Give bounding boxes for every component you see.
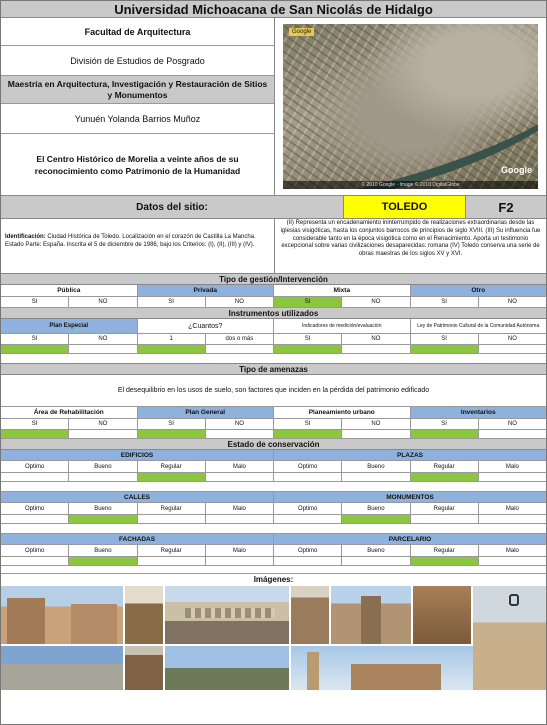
instrumentos-header: Ley de Patrimonio Cultural de la Comunidad Autónoma bbox=[417, 323, 540, 329]
estado-levels-row bbox=[1, 461, 546, 473]
instrumentos-header: Indicadores de medición/evaluación bbox=[274, 319, 411, 333]
gestion-options-row bbox=[1, 297, 546, 308]
identification-label: Identificación: bbox=[5, 234, 46, 240]
mark-cell bbox=[1, 557, 69, 565]
map-badge: Google bbox=[289, 28, 314, 36]
university-header: Universidad Michoacana de San Nicolás de Hidalgo bbox=[1, 1, 546, 18]
building-shape bbox=[7, 598, 45, 644]
level-cell: Regular bbox=[138, 545, 206, 556]
level-cell: Bueno bbox=[342, 461, 410, 472]
info-column bbox=[1, 18, 275, 195]
instrumentos-header-row bbox=[1, 319, 546, 334]
level-cell: Optimo bbox=[1, 503, 69, 514]
option-cell: SI bbox=[1, 419, 69, 429]
option-cell: NO bbox=[69, 334, 137, 344]
option-cell: SI bbox=[411, 297, 479, 307]
mark-cell bbox=[206, 345, 274, 353]
mark-cell bbox=[138, 557, 206, 565]
mark-cell bbox=[206, 557, 274, 565]
option-cell: NO bbox=[206, 297, 274, 307]
estado-marks-row bbox=[1, 557, 546, 566]
instrumentos-title: Instrumentos utilizados bbox=[1, 308, 546, 319]
mark-cell-selected bbox=[69, 515, 137, 523]
option-cell: NO bbox=[342, 297, 410, 307]
mark-cell-selected bbox=[138, 430, 206, 438]
photo-narrow-street bbox=[125, 586, 163, 644]
option-cell: NO bbox=[507, 336, 517, 342]
amenazas-header-row bbox=[1, 407, 546, 419]
satellite-image bbox=[283, 24, 538, 189]
mark-cell-selected bbox=[411, 430, 479, 438]
level-cell: Malo bbox=[206, 503, 274, 514]
mark-cell bbox=[342, 345, 410, 353]
level-cell: Optimo bbox=[1, 461, 69, 472]
spacer bbox=[1, 354, 546, 364]
gestion-header: Mixta bbox=[274, 285, 411, 296]
estado-group-header: CALLES bbox=[1, 492, 274, 502]
amenazas-header: Plan General bbox=[138, 407, 275, 418]
mark-cell bbox=[138, 515, 206, 523]
mark-cell bbox=[206, 515, 274, 523]
option-cell: NO bbox=[342, 419, 410, 429]
mark-cell bbox=[479, 473, 546, 481]
instrumentos-options-row bbox=[1, 334, 546, 345]
mark-cell bbox=[274, 473, 342, 481]
mark-cell bbox=[479, 430, 546, 438]
mark-cell bbox=[69, 473, 137, 481]
mark-cell bbox=[206, 473, 274, 481]
photo-street-plaza bbox=[1, 586, 123, 644]
mark-cell bbox=[274, 557, 342, 565]
thesis-title-cell: El Centro Histórico de Morelia a veinte años de su reconocimiento como Patrimonio de la Humanidad bbox=[34, 154, 241, 176]
amenazas-header: Planeamiento urbano bbox=[274, 407, 411, 418]
mark-cell bbox=[1, 473, 69, 481]
estado-group-header: PLAZAS bbox=[397, 451, 423, 459]
instrumentos-header: Plan Especial bbox=[1, 319, 138, 333]
option-cell: SI bbox=[411, 419, 479, 429]
option-cell: SI bbox=[138, 419, 206, 429]
site-data-label: Datos del sitio: bbox=[1, 196, 343, 218]
estado-group-row bbox=[1, 534, 546, 545]
top-section bbox=[1, 18, 546, 196]
photo-collage bbox=[1, 586, 546, 690]
mark-cell bbox=[342, 430, 410, 438]
facultad-cell: Facultad de Arquitectura bbox=[1, 18, 274, 46]
author-cell: Yunuén Yolanda Barrios Muñoz bbox=[1, 104, 274, 134]
estado-group-row bbox=[1, 492, 546, 503]
amenazas-text: El desequilibrio en los usos de suelo, son factores que inciden en la pérdida del patrimonio edificado bbox=[1, 375, 546, 407]
images-title: Imágenes: bbox=[253, 575, 294, 584]
mark-cell bbox=[206, 430, 274, 438]
option-cell: NO bbox=[69, 297, 137, 307]
option-cell: NO bbox=[206, 419, 274, 429]
option-cell: NO bbox=[69, 419, 137, 429]
mark-cell-selected bbox=[411, 473, 479, 481]
mark-cell bbox=[411, 515, 479, 523]
level-cell: Malo bbox=[206, 461, 274, 472]
mark-cell bbox=[274, 515, 342, 523]
building-shape bbox=[351, 664, 441, 690]
mark-cell-selected bbox=[342, 515, 410, 523]
option-cell-selected: SI bbox=[274, 297, 342, 307]
photo-cathedral bbox=[291, 646, 473, 690]
mark-cell bbox=[69, 345, 137, 353]
identification-row bbox=[1, 219, 546, 274]
mark-cell bbox=[342, 557, 410, 565]
mark-cell-selected bbox=[411, 345, 479, 353]
level-cell: Bueno bbox=[69, 545, 137, 556]
instrumentos-marks-row bbox=[1, 345, 546, 354]
spacer bbox=[1, 566, 546, 574]
level-cell: Regular bbox=[411, 461, 479, 472]
level-cell: Malo bbox=[206, 545, 274, 556]
lamp-icon bbox=[509, 594, 519, 606]
level-cell: Bueno bbox=[69, 461, 137, 472]
option-cell: SI bbox=[138, 297, 206, 307]
building-shape bbox=[71, 604, 117, 644]
option-cell: SI bbox=[274, 419, 342, 429]
google-logo: Google bbox=[501, 165, 532, 175]
option-cell: 1 bbox=[138, 334, 206, 344]
mark-cell-selected bbox=[1, 345, 69, 353]
mark-cell bbox=[479, 515, 546, 523]
level-cell: Bueno bbox=[69, 503, 137, 514]
identification-text bbox=[1, 219, 275, 273]
mark-cell-selected bbox=[138, 345, 206, 353]
option-cell: dos o más bbox=[206, 334, 274, 344]
mark-cell-selected bbox=[69, 557, 137, 565]
tower-shape bbox=[307, 652, 319, 690]
level-cell: Bueno bbox=[342, 503, 410, 514]
building-shape bbox=[361, 596, 381, 644]
spacer bbox=[1, 524, 546, 534]
amenazas-header: Inventarios bbox=[411, 407, 547, 418]
option-cell: SI bbox=[274, 334, 342, 344]
mark-cell bbox=[69, 430, 137, 438]
spacer bbox=[1, 482, 546, 492]
mark-cell bbox=[479, 557, 546, 565]
site-name: TOLEDO bbox=[343, 196, 466, 218]
estado-group-header: EDIFICIOS bbox=[1, 450, 274, 460]
mark-cell-selected bbox=[274, 345, 342, 353]
level-cell: Regular bbox=[411, 545, 479, 556]
estado-marks-row bbox=[1, 473, 546, 482]
photo-facade bbox=[291, 586, 329, 644]
level-cell: Malo bbox=[505, 547, 519, 554]
estado-levels-row bbox=[1, 545, 546, 557]
level-cell: Malo bbox=[505, 463, 519, 470]
aerial-map bbox=[275, 18, 546, 195]
level-cell: Optimo bbox=[274, 545, 342, 556]
instrumentos-header: ¿Cuantos? bbox=[138, 319, 275, 333]
amenazas-marks-row bbox=[1, 430, 546, 439]
level-cell: Regular bbox=[411, 503, 479, 514]
level-cell: Bueno bbox=[342, 545, 410, 556]
photo-stairs bbox=[165, 586, 289, 644]
level-cell: Regular bbox=[138, 503, 206, 514]
estado-group-header: PARCELARIO bbox=[388, 535, 432, 543]
photo-garden bbox=[165, 646, 289, 690]
amenazas-header: Área de Rehabilitación bbox=[1, 407, 138, 418]
level-cell: Optimo bbox=[1, 545, 69, 556]
mark-cell-selected bbox=[138, 473, 206, 481]
site-code: F2 bbox=[466, 196, 546, 218]
gestion-title: Tipo de gestión/Intervención bbox=[1, 274, 546, 285]
estado-group-row bbox=[1, 450, 546, 461]
maestria-cell: Maestría en Arquitectura, Investigación y Restauración de Sitios y Monumentos bbox=[1, 76, 274, 104]
estado-group-header: MONUMENTOS bbox=[386, 493, 434, 501]
criteria-text: (II) Representa un encadenamiento ininterrumpido de realizaciones extraordinarias desde las iglesias visigóticas, hasta los conjuntos barrocos de principios de siglo XVIII. (III) Su influencia fue considerable tanto en la época visigótica como en el Renacimiento. Aporta un testimonio excepcional sobre varias civilizaciones desaparecidas: romana (IV) Toledo conserva una serie de obras maestras de los siglos XV y XVI. bbox=[280, 220, 541, 258]
mark-cell bbox=[1, 515, 69, 523]
photo-lamp-street bbox=[473, 586, 547, 690]
photo-lane bbox=[125, 646, 163, 690]
mark-cell bbox=[342, 473, 410, 481]
stairs-shape bbox=[185, 608, 275, 618]
gestion-header: Privada bbox=[138, 285, 275, 296]
level-cell: Regular bbox=[138, 461, 206, 472]
identification-body: Ciudad Histórica de Toledo. Localización en el corazón de Castilla La Mancha. Estado Parte: España. Inscrita el 5 de diciembre de 1986, bajo los Criterios: (I), (II), (III) y (IV). bbox=[5, 234, 256, 248]
photo-alley bbox=[331, 586, 411, 644]
estado-marks-row bbox=[1, 515, 546, 524]
site-data-row bbox=[1, 196, 546, 219]
photo-square bbox=[1, 646, 123, 690]
gestion-header: Otro bbox=[411, 285, 547, 296]
amenazas-options-row bbox=[1, 419, 546, 430]
gestion-header: Pública bbox=[1, 285, 138, 296]
photo-balcony-street bbox=[413, 586, 471, 644]
mark-cell-selected bbox=[411, 557, 479, 565]
level-cell: Optimo bbox=[274, 503, 342, 514]
mark-cell-selected bbox=[1, 430, 69, 438]
estado-levels-row bbox=[1, 503, 546, 515]
gestion-header-row bbox=[1, 285, 546, 297]
estado-title: Estado de conservación bbox=[1, 439, 546, 450]
mark-cell-selected bbox=[274, 430, 342, 438]
option-cell: NO bbox=[507, 299, 517, 305]
option-cell: SI bbox=[411, 334, 479, 344]
amenazas-title: Tipo de amenazas bbox=[1, 364, 546, 375]
option-cell: NO bbox=[342, 334, 410, 344]
option-cell: SI bbox=[1, 334, 69, 344]
option-cell: SI bbox=[1, 297, 69, 307]
level-cell: Optimo bbox=[274, 461, 342, 472]
option-cell: NO bbox=[507, 421, 517, 427]
estado-group-header: FACHADAS bbox=[1, 534, 274, 544]
map-copyright: © 2010 Google · Image © 2010 DigitalGlobe bbox=[283, 181, 538, 189]
level-cell: Malo bbox=[505, 505, 519, 512]
mark-cell bbox=[479, 345, 546, 353]
division-cell: División de Estudios de Posgrado bbox=[1, 46, 274, 76]
